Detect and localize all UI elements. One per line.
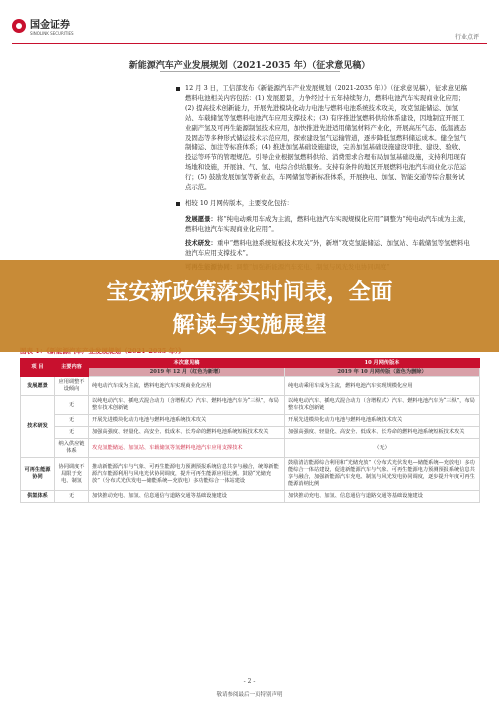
row-category: 供氢体系 <box>21 491 55 503</box>
row-category: 发展愿景 <box>21 377 55 396</box>
row-new: 以纯电动汽车、插电式混合动力（含增程式）汽车、燃料电池汽车为“三纵”，布局整车技术创新链 <box>89 396 285 415</box>
table-header-row <box>21 359 480 368</box>
banner-title-line-1: 宝安新政策落实时间表，全面 <box>106 280 393 305</box>
row-old: （无） <box>285 439 480 458</box>
row-old: 加强高强度、轻量化、高安全、低成本、长寿命的燃料电池系统短板技术攻关 <box>285 427 480 439</box>
table-row <box>21 491 480 503</box>
row-new: 攻克氢能储运、加氢站、车载储氢等氢燃料电池汽车应用支撑技术 <box>89 439 285 458</box>
row-old: 鼓励清洁能源综合利用和“光储充放”（分布式光伏发电—储能系统—充放电）多功能综合一体站建设，促进新能源汽车与气象、可再生能源电力预测预报系统信息共享与融合，加强新能源汽车充电、制氢与风光发电协同调度，逐步提升年度可再生能源消纳比例 <box>285 458 480 491</box>
row-old: 以纯电动汽车、插电式混合动力（含增程式）汽车、燃料电池汽车为“三纵”，布局整车技术创新链 <box>285 396 480 415</box>
column-header: 本次意见稿 <box>89 359 285 368</box>
change-item-tech <box>185 239 470 259</box>
header-divider <box>12 43 487 44</box>
logo-text-en: SINOLINK SECURITIES <box>30 31 74 36</box>
report-type-label: 行业点评 <box>454 34 479 41</box>
table-row <box>21 415 480 427</box>
page-number: - 2 - <box>243 678 256 685</box>
table-row <box>21 458 480 491</box>
column-header: 项 目 <box>21 359 55 377</box>
row-old: 纯电动乘用车成为主流，燃料电池汽车实现规模化应用 <box>285 377 480 396</box>
change-label-tech: 技术研发： <box>185 238 217 247</box>
row-item: 纳入供应链体系 <box>55 439 89 458</box>
row-new: 推动新能源汽车与气象、可再生能源电力预测预报系统信息共享与融合，统筹新能源汽车能源利用与风电光伏协同调度，提升可再生能源应用比例。鼓励“光储充放”（分布式光伏发电—储能系统—充放电）多功能综合一体站建设 <box>89 458 285 491</box>
footer-disclaimer: 敬请参阅最后一页特别声明 <box>216 692 283 698</box>
change-label-vision: 发展愿景： <box>185 214 217 223</box>
table-row <box>21 396 480 415</box>
bullet-list <box>185 84 470 272</box>
row-item: 无 <box>55 427 89 439</box>
row-item: 无 <box>55 396 89 415</box>
section-title: 新能源汽车产业发展规划（2021-2035 年）（征求意见稿） <box>128 61 371 71</box>
logo-mark-icon <box>12 19 26 33</box>
change-item-vision <box>185 215 470 235</box>
row-category: 技术研发 <box>21 396 55 458</box>
change-text-vision: 将“纯电动乘用车成为主流，燃料电池汽车实现规模化应用”调整为“纯电动汽车成为主流，燃料电池汽车实现商业化应用”。 <box>185 214 470 233</box>
column-subheader: 2019 年 10 月网传版（蓝色为删除） <box>285 368 480 377</box>
table-row <box>21 427 480 439</box>
row-category: 可再生能源协同 <box>21 458 55 491</box>
column-header: 主要内容 <box>55 359 89 377</box>
row-new: 加快推动充电、加氢、信息通信与道路交通等基础设施建设 <box>89 491 285 503</box>
change-text-tech: 重申“燃料电池系统短板技术攻关”外，新增“攻克氢能储运、加氢站、车载储氢等氢燃料电池汽车应用支撑技术”。 <box>185 238 470 257</box>
bullet-item-2: 相较 10 月网传版本，主要变化包括： <box>185 199 470 209</box>
row-item: 无 <box>55 491 89 503</box>
row-new: 开展先进模块化动力电池与燃料电池系统技术攻关 <box>89 415 285 427</box>
row-new: 加强高强度、轻量化、高安全、低成本、长寿命的燃料电池系统短板技术攻关 <box>89 427 285 439</box>
banner-title-line-2: 解读与实施展望 <box>172 313 327 338</box>
table-row <box>21 377 480 396</box>
row-item: 协同调度不局限于充电、制氢 <box>55 458 89 491</box>
comparison-table <box>20 358 480 503</box>
row-old: 开展先进模块化动力电池与燃料电池系统技术攻关 <box>285 415 480 427</box>
title-underline <box>160 71 340 72</box>
table-subheader-row <box>21 368 480 377</box>
company-logo <box>12 16 74 36</box>
page-header <box>0 0 499 44</box>
row-item: 应用调整不设倾向 <box>55 377 89 396</box>
row-item: 无 <box>55 415 89 427</box>
bullet-item-1: 12 月 3 日，工信部发布《新能源汽车产业发展规划（2021-2035 年）》（征求意见稿），征求意见稿燃料电池相关内容包括：(1) 发展愿景，力争经过十五年持续努力，燃料电池汽车实现商业化应用；(2) 提高技术创新能力，开展先进模块化动力电池与燃料电池系统技术攻关，攻克氢能储运、加氢站、车载储氢等氢燃料电池汽车应用支撑技术；(3) 有序推进氢燃料供给体系建设，因地制宜开展工业副产氢及可再生能源制氢技术应用，加快推进先进适用储氢材料产业化，开展高压气态、低温液态及固态等多种形式储运技术示范应用，探索建设氢气运输管道，逐步降低氢燃料储运成本。健全氢气制储运、加注等标准体系；(4) 推进加氢基础设施建设，完善加氢基础设施建设审批、建设、验收、投运等环节的管理规范。引导企业根据氢燃料供给、消费需求合理布局加氢基础设施，支持利用现有场地和设施，开展油、气、氢、电综合供给服务。支持有条件的地区开展燃料电池汽车商业化示范运行；(5) 鼓励发展加氢等新业态，车网储氢等新标准体系，开展换电、加氢、智能交通等综合服务试点示范。 <box>185 84 470 193</box>
column-header: 10 月网传版本 <box>285 359 480 368</box>
column-subheader: 2019 年 12 月（红色为新增） <box>89 368 285 377</box>
table-row <box>21 439 480 458</box>
row-new: 纯电动汽车成为主流，燃料电池汽车实现商业化应用 <box>89 377 285 396</box>
row-old: 加快推动充电、加氢、信息通信与道路交通等基础设施建设 <box>285 491 480 503</box>
logo-text-cn: 国金证券 <box>30 20 70 31</box>
